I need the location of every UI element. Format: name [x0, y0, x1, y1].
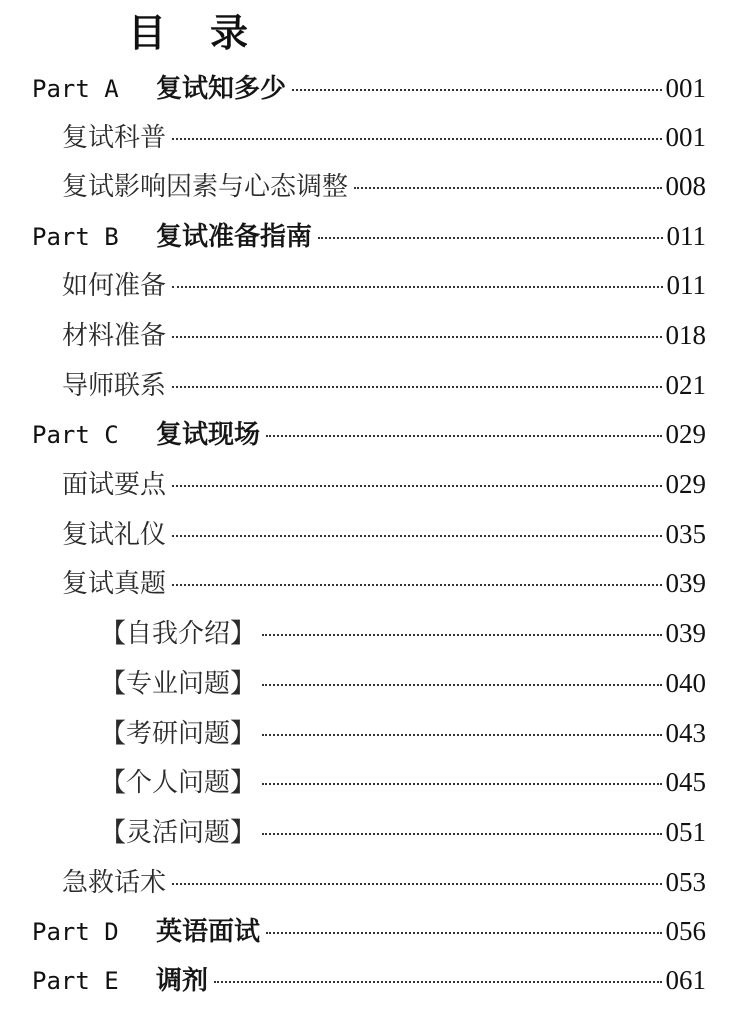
entry-title: 如何准备 [62, 271, 167, 301]
page-number: 043 [665, 718, 706, 748]
toc-entry[interactable] [62, 265, 706, 305]
entry-title: 复试真题 [62, 569, 167, 599]
entry-title: 复试现场 [156, 420, 261, 450]
dot-leader [172, 485, 661, 487]
part-label: Part D [32, 918, 119, 946]
entry-title: 【自我介绍】 [100, 619, 257, 649]
page-number: 001 [665, 73, 706, 103]
toc-entry[interactable] [62, 315, 706, 355]
toc-entry[interactable] [32, 414, 706, 454]
entry-title: 急救话术 [62, 868, 167, 898]
toc-entry[interactable] [62, 166, 706, 206]
page-number: 029 [665, 419, 706, 449]
page-number: 056 [665, 916, 706, 946]
dot-leader [172, 138, 661, 140]
entry-title: 复试影响因素与心态调整 [62, 172, 349, 202]
entry-title: 【考研问题】 [100, 719, 257, 749]
page-number: 001 [665, 122, 706, 152]
page-number: 035 [665, 519, 706, 549]
toc-entry[interactable] [32, 216, 706, 256]
dot-leader [292, 89, 661, 91]
entry-title: 复试知多少 [156, 74, 287, 104]
page-number: 018 [665, 320, 706, 350]
page-number: 051 [665, 817, 706, 847]
dot-leader [172, 584, 661, 586]
entry-title: 复试准备指南 [156, 222, 313, 252]
dot-leader [172, 386, 661, 388]
toc-entry[interactable] [100, 762, 706, 802]
dot-leader [172, 535, 661, 537]
page-number: 061 [665, 965, 706, 995]
entry-title: 英语面试 [156, 917, 261, 947]
toc-entry[interactable] [62, 117, 706, 157]
entry-title: 【专业问题】 [100, 669, 257, 699]
toc-entry[interactable] [32, 960, 706, 1000]
page-number: 011 [666, 270, 706, 300]
toc-entry[interactable] [100, 812, 706, 852]
entry-title: 【个人问题】 [100, 768, 257, 798]
toc-entry[interactable] [100, 613, 706, 653]
dot-leader [266, 435, 661, 437]
dot-leader [262, 833, 661, 835]
entry-title: 材料准备 [62, 321, 167, 351]
page-number: 039 [665, 618, 706, 648]
page-number: 021 [665, 370, 706, 400]
dot-leader [262, 734, 661, 736]
dot-leader [172, 286, 662, 288]
page-number: 008 [665, 171, 706, 201]
dot-leader [266, 932, 661, 934]
page-number: 045 [665, 767, 706, 797]
dot-leader [262, 783, 661, 785]
dot-leader [262, 634, 661, 636]
part-label: Part B [32, 223, 119, 251]
entry-title: 导师联系 [62, 371, 167, 401]
part-label: Part A [32, 75, 119, 103]
toc-entry[interactable] [62, 514, 706, 554]
toc-entry[interactable] [100, 713, 706, 753]
dot-leader [262, 684, 661, 686]
toc-entry[interactable] [100, 663, 706, 703]
page-number: 011 [666, 221, 706, 251]
toc-entry[interactable] [62, 365, 706, 405]
entry-title: 【灵活问题】 [100, 818, 257, 848]
part-label: Part E [32, 967, 119, 995]
entry-title: 调剂 [156, 966, 209, 996]
dot-leader [172, 883, 661, 885]
page-number: 053 [665, 867, 706, 897]
page-number: 039 [665, 568, 706, 598]
toc-entry[interactable] [62, 464, 706, 504]
entry-title: 复试科普 [62, 123, 167, 153]
dot-leader [214, 981, 661, 983]
entry-title: 面试要点 [62, 470, 167, 500]
dot-leader [354, 187, 661, 189]
part-label: Part C [32, 421, 119, 449]
toc-entry[interactable] [32, 911, 706, 951]
dot-leader [318, 237, 662, 239]
page-title: 目录 [128, 11, 293, 55]
entry-title: 复试礼仪 [62, 520, 167, 550]
page-number: 029 [665, 469, 706, 499]
page-number: 040 [665, 668, 706, 698]
dot-leader [172, 336, 661, 338]
toc-entry[interactable] [32, 68, 706, 108]
toc-entry[interactable] [62, 862, 706, 902]
toc-entry[interactable] [62, 563, 706, 603]
